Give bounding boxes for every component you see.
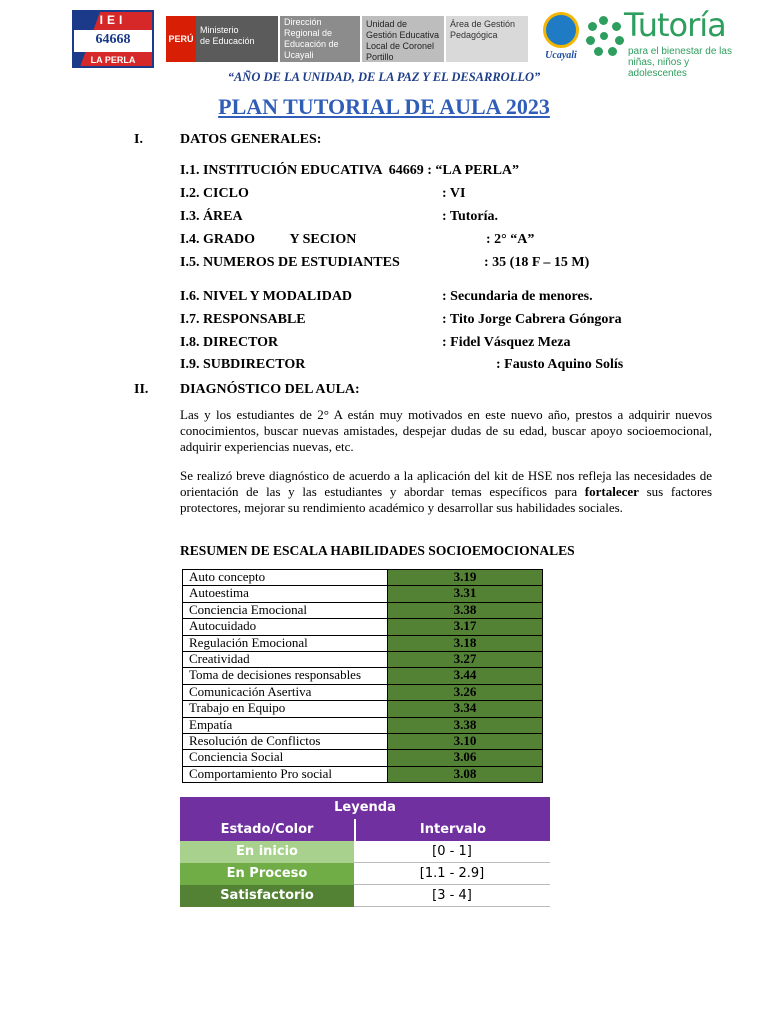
table-row <box>183 651 543 667</box>
skill-label: Autocuidado <box>183 619 388 635</box>
table-row <box>183 668 543 684</box>
datos-value: : VI <box>442 186 466 201</box>
datos-value: : 2° “A” <box>486 232 535 247</box>
skill-score: 3.34 <box>388 701 543 717</box>
skill-score: 3.27 <box>388 651 543 667</box>
skill-score: 3.10 <box>388 733 543 749</box>
tutoria-logo: Tutoría para el bienestar de las niñas, niños y adolescentes <box>584 10 740 70</box>
hse-scores-table <box>182 569 543 783</box>
ucayali-emblem-icon <box>543 12 579 48</box>
datos-value: : 35 (18 F – 15 M) <box>484 255 590 270</box>
datos-item <box>180 255 590 271</box>
skill-label: Creatividad <box>183 651 388 667</box>
drey-logo: Dirección Regional de Educación de Ucayali <box>280 16 360 62</box>
table-row <box>183 717 543 733</box>
resumen-title: RESUMEN DE ESCALA HABILIDADES SOCIOEMOCIONALES <box>180 543 575 558</box>
datos-item <box>180 186 466 202</box>
legend-status: En Proceso <box>180 863 354 885</box>
legend-header-row: Estado/Color Intervalo <box>180 819 550 841</box>
datos-item <box>180 209 499 225</box>
table-row <box>183 733 543 749</box>
minedu-logo: PERÚ Ministerio de Educación <box>166 16 278 62</box>
ugel-logo: Unidad de Gestión Educativa Local de Coronel Portillo <box>362 16 444 62</box>
skill-score: 3.26 <box>388 684 543 700</box>
skill-score: 3.31 <box>388 586 543 602</box>
diagnostic-paragraph-2: Se realizó breve diagnóstico de acuerdo a la aplicación del kit de HSE nos refleja las necesidades de orientación de las y las estudiantes y abordar temas específicos para fortalecer sus factores protectores, mejorar su rendimiento académico y desarrollar sus habilidades sociales. <box>180 468 712 516</box>
datos-item <box>180 289 593 305</box>
tutoria-dots-icon <box>584 16 624 56</box>
legend-interval: [0 - 1] <box>354 841 550 863</box>
skill-score: 3.06 <box>388 750 543 766</box>
datos-label: I.2. CICLO <box>180 186 249 201</box>
agp-logo: Área de Gestión Pedagógica <box>446 16 528 62</box>
datos-value: : Fausto Aquino Solís <box>496 357 624 372</box>
legend-status: Satisfactorio <box>180 885 354 907</box>
datos-label: I.4. GRADO Y SECION <box>180 232 357 247</box>
table-row <box>183 766 543 782</box>
legend-row <box>180 885 550 907</box>
legend-row <box>180 863 550 885</box>
table-row <box>183 750 543 766</box>
datos-value: : Tito Jorge Cabrera Góngora <box>442 312 622 327</box>
skill-label: Regulación Emocional <box>183 635 388 651</box>
legend-title: Leyenda <box>180 797 550 819</box>
datos-value: : Fidel Vásquez Meza <box>442 335 571 350</box>
table-row <box>183 635 543 651</box>
datos-label: I.7. RESPONSABLE <box>180 312 306 327</box>
skill-label: Auto concepto <box>183 570 388 586</box>
datos-value: : Secundaria de menores. <box>442 289 593 304</box>
skill-label: Toma de decisiones responsables <box>183 668 388 684</box>
skill-label: Empatía <box>183 717 388 733</box>
datos-item <box>180 312 622 328</box>
skill-label: Trabajo en Equipo <box>183 701 388 717</box>
ucayali-logo: Ucayali <box>540 12 582 66</box>
legend-interval: [3 - 4] <box>354 885 550 907</box>
skill-score: 3.38 <box>388 602 543 618</box>
table-row <box>183 619 543 635</box>
legend-table <box>180 797 550 907</box>
skill-label: Resolución de Conflictos <box>183 733 388 749</box>
year-motto: “AÑO DE LA UNIDAD, DE LA PAZ Y EL DESARROLLO” <box>227 70 541 84</box>
skill-score: 3.44 <box>388 668 543 684</box>
skill-label: Autoestima <box>183 586 388 602</box>
legend-row <box>180 841 550 863</box>
skill-label: Comportamiento Pro social <box>183 766 388 782</box>
datos-item <box>180 335 571 351</box>
table-row <box>183 684 543 700</box>
skill-label: Conciencia Social <box>183 750 388 766</box>
skill-score: 3.08 <box>388 766 543 782</box>
skill-score: 3.18 <box>388 635 543 651</box>
skill-score: 3.38 <box>388 717 543 733</box>
datos-label: I.3. ÁREA <box>180 209 243 224</box>
datos-label: I.1. INSTITUCIÓN EDUCATIVA 64669 : “LA PERLA” <box>180 163 520 178</box>
legend-interval: [1.1 - 2.9] <box>354 863 550 885</box>
skill-label: Conciencia Emocional <box>183 602 388 618</box>
table-row <box>183 586 543 602</box>
legend-status: En inicio <box>180 841 354 863</box>
datos-item <box>180 232 535 248</box>
skill-label: Comunicación Asertiva <box>183 684 388 700</box>
datos-item <box>180 357 624 373</box>
datos-item <box>180 163 519 179</box>
datos-label: I.8. DIRECTOR <box>180 335 279 350</box>
page-title: PLAN TUTORIAL DE AULA 2023 <box>218 94 550 119</box>
datos-label: I.6. NIVEL Y MODALIDAD <box>180 289 353 304</box>
school-logo: IEI 64668 LA PERLA <box>72 10 154 68</box>
diagnostic-paragraph-1: Las y los estudiantes de 2° A están muy motivados en este nuevo año, prestos a adquirir nuevos conocimientos, buscar nuevas amistades, despejar dudas de su edad, buscar apoyo socioemocional, adquirir experiencias nuevas, etc. <box>180 407 712 455</box>
table-row <box>183 701 543 717</box>
table-row <box>183 570 543 586</box>
table-row <box>183 602 543 618</box>
skill-score: 3.19 <box>388 570 543 586</box>
skill-score: 3.17 <box>388 619 543 635</box>
datos-label: I.5. NUMEROS DE ESTUDIANTES <box>180 255 400 270</box>
datos-label: I.9. SUBDIRECTOR <box>180 357 306 372</box>
datos-value: : Tutoría. <box>442 209 499 224</box>
